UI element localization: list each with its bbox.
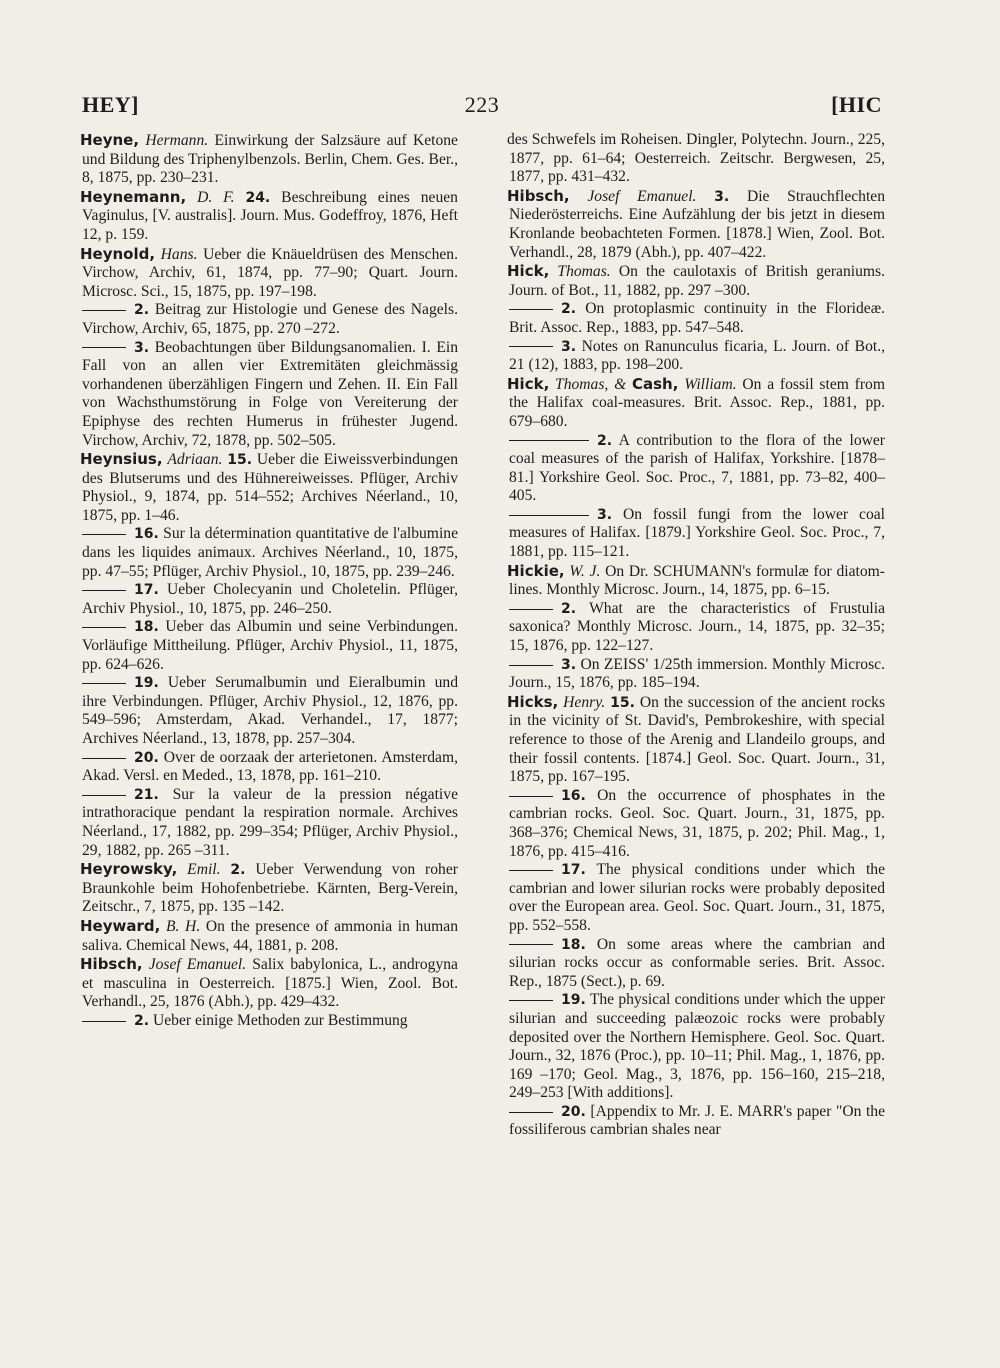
entry-text: On the succession of the ancient rocks in the vicinity of St. David's, Pembrokeshire, with special reference to those of the Arenig and Llandeilo groups, and their fossil contents. [1874.] Geol. Soc. Quart. Journ., 31, 1875, pp. 167–195. (509, 693, 886, 786)
entry-text: Ueber die Eiweissverbindungen des Blutserums und des Hühnereiweisses. Pflüger, Archiv Physiol., 9, 1874, pp. 514–552; Archives Néerland., 10, 1875, pp. 1–46. (82, 451, 458, 524)
author-forename: Thomas, & (555, 375, 627, 393)
bibliography-entry (507, 300, 885, 337)
entry-text: A contribution to the flora of the lower coal measures of the parish of Halifax, Yorkshire. [1878–81.] Yorkshire Geol. Soc. Proc., 7, 1881, pp. 73–82, 400–405. (509, 431, 885, 505)
entry-text: Beschreibung eines neuen Vaginulus, [V. australis]. Journ. Mus. Godeffroy, 1876, Heft 12, p. 159. (82, 188, 458, 243)
repeat-dash (509, 944, 553, 945)
repeat-dash (82, 627, 126, 628)
bibliography-entry (507, 506, 885, 562)
entry-text: Sur la valeur de la pression négative intrathoracique pendant la respiration normale. Archives Néerland., 17, 1882, pp. 299–354; Pflüger, Archiv Physiol., 29, 1882, pp. 265 –311. (82, 785, 458, 859)
entry-number: 19. (561, 992, 586, 1009)
author-surname: Heynsius, (80, 450, 163, 469)
entry-text: Salix babylonica, L., androgyna et masculina in Oesterreich. [1875.] Wien, Zool. Bot. Verhandl., 25, 1876 (Abh.), pp. 429–432. (82, 956, 458, 1011)
author-forename: Adriaan. (167, 451, 223, 469)
bibliography-entry (80, 917, 458, 955)
entry-text: Ueber Cholecyanin und Choletelin. Pflüger, Archiv Physiol., 10, 1875, pp. 246–250. (82, 581, 458, 617)
entry-text: Notes on Ranunculus ficaria, L. Journ. of Bot., 21 (12), 1883, pp. 198–200. (509, 337, 885, 374)
bibliography-entry (507, 131, 885, 187)
author-forename: Thomas. (557, 263, 611, 281)
entry-number: 2. (134, 1012, 150, 1029)
bibliography-entry (80, 131, 458, 188)
author-surname: Hicks, (507, 692, 559, 711)
author-surname: Hick, (507, 262, 550, 281)
entry-text: On some areas where the cambrian and silurian rocks occur as conformable series. Brit. Assoc. Rep., 1875 (Sect.), p. 69. (509, 935, 885, 990)
author-surname: Heyward, (80, 916, 161, 935)
author-forename: D. F. (197, 188, 235, 206)
entry-number: 2. (230, 862, 246, 879)
author-surname: Hibsch, (80, 955, 143, 974)
entry-text: Einwirkung der Salzsäure auf Ketone und Bildung des Triphenylbenzols. Berlin, Chem. Ges. Ber., 8, 1875, pp. 230–231. (82, 132, 458, 187)
bibliography-entry (507, 787, 885, 861)
repeat-dash (82, 534, 126, 535)
entry-number: 3. (561, 338, 577, 355)
author-forename: B. H. (165, 917, 201, 935)
repeat-dash (82, 1021, 126, 1022)
repeat-dash (509, 1112, 553, 1113)
bibliography-entry (507, 187, 885, 262)
entry-text: des Schwefels im Roheisen. Dingler, Polytechn. Journ., 225, 1877, pp. 61–64; Oesterreich. Zeitschr. Bergwesen, 25, 1877, pp. 431–432. (507, 131, 885, 186)
bibliography-entry (507, 262, 885, 300)
entry-text: Over de oorzaak der arterietonen. Amsterdam, Akad. Versl. en Meded., 13, 1878, pp. 161–210. (82, 748, 458, 785)
entry-number: 21. (134, 786, 159, 803)
bibliography-entry (507, 1103, 885, 1140)
bibliography-entry (80, 749, 458, 786)
repeat-dash (509, 515, 589, 516)
entry-number: 15. (227, 452, 253, 469)
bibliography-entry (507, 936, 885, 992)
author-forename: Josef Emanuel. (148, 956, 247, 974)
entry-text: On a fossil stem from the Halifax coal-measures. Brit. Assoc. Rep., 1881, pp. 679–680. (509, 375, 885, 430)
entry-number: 17. (134, 582, 159, 599)
entry-number: 16. (134, 526, 159, 543)
bibliography-entry (80, 525, 458, 581)
repeat-dash (82, 683, 126, 684)
entry-number: 20. (561, 1103, 586, 1120)
right-column (507, 131, 885, 1140)
entry-number: 24. (245, 189, 271, 206)
bibliography-entry (507, 861, 885, 935)
bibliography-entry (507, 432, 885, 506)
bibliography-entry (507, 375, 885, 432)
entry-number: 3. (597, 506, 613, 523)
entry-number: 3. (714, 188, 730, 205)
repeat-dash (509, 609, 553, 610)
entry-text: Die Strauchflechten Niederösterreichs. Eine Aufzählung der bis jetzt in diesem Kronlande beobachteten Formen. [1878.] Wien, Zool. Bot. Verhandl., 28, 1879 (Abh.), pp. 407–422. (509, 187, 886, 261)
entry-text: Sur la détermination quantitative de l'albumine dans les liquides animaux. Archives Néerland., 10, 1875, pp. 47–55; Pflüger, Archiv Physiol., 10, 1875, pp. 239–246. (82, 525, 458, 580)
bibliography-entry (80, 674, 458, 748)
header-right: [HIC (831, 92, 882, 117)
bibliography-entry (507, 656, 885, 693)
repeat-dash (509, 309, 553, 310)
bibliography-entry (80, 581, 458, 618)
author-surname: Hickie, (507, 561, 565, 580)
entry-text: Ueber Serumalbumin und Eieralbumin und ihre Verbindungen. Pflüger, Archiv Physiol., 12, 1876, pp. 549–596; Amsterdam, Akad. Verhandel., 17, 1877; Archives Néerland., 13, 1878, pp. 257–304. (82, 674, 458, 747)
entry-number: 18. (134, 619, 159, 636)
bibliography-entry (80, 245, 458, 302)
entry-text: Ueber das Albumin und seine Verbindungen. Vorläufige Mittheilung. Pflüger, Archiv Physiol., 11, 1875, pp. 624–626. (82, 618, 458, 673)
bibliography-entry (80, 955, 458, 1012)
entry-text: What are the characteristics of Frustulia saxonica? Monthly Microsc. Journ., 14, 1875, pp. 32–35; 15, 1876, pp. 122–127. (509, 599, 885, 655)
page-number: 223 (464, 92, 500, 117)
header-left: HEY] (82, 92, 139, 117)
bibliography-entry (507, 693, 885, 787)
entry-text: On ZEISS' 1/25th immersion. Monthly Microsc. Journ., 15, 1876, pp. 185–194. (509, 655, 885, 692)
bibliography-entry (80, 786, 458, 860)
bibliography-entry (80, 301, 458, 338)
author-surname: Hibsch, (507, 186, 570, 205)
entry-text: On the caulotaxis of British geraniums. Journ. of Bot., 11, 1882, pp. 297 –300. (509, 263, 886, 299)
entry-text: On fossil fungi from the lower coal measures of Halifax. [1879.] Yorkshire Geol. Soc. Proc., 7, 1881, pp. 115–121. (509, 505, 885, 561)
author-surname: Heyne, (80, 131, 140, 149)
entry-number: 17. (561, 862, 586, 879)
entry-number: 19. (134, 675, 159, 692)
repeat-dash (82, 758, 126, 759)
entry-text: On the presence of ammonia in human saliva. Chemical News, 44, 1881, p. 208. (82, 917, 458, 954)
entry-number: 20. (134, 749, 159, 766)
repeat-dash (509, 440, 589, 441)
author-forename: Henry. (563, 693, 606, 711)
bibliography-entry (80, 860, 458, 917)
repeat-dash (82, 310, 126, 311)
entry-text: [Appendix to Mr. J. E. MARR's paper "On the fossiliferous cambrian shales near (509, 1102, 886, 1139)
bibliography-entry (80, 450, 458, 525)
author-forename: Josef Emanuel. (587, 187, 697, 205)
repeat-dash (509, 665, 553, 666)
entry-text: Ueber Verwendung von roher Braunkohle beim Hohofenbetriebe. Kärnten, Berg-Verein, Zeitschr., 7, 1875, pp. 135 –142. (82, 861, 458, 916)
repeat-dash (509, 1000, 553, 1001)
repeat-dash (82, 347, 126, 348)
entry-number: 15. (610, 694, 635, 711)
author-surname: Heyrowsky, (80, 860, 178, 879)
author-surname: Hick, (507, 374, 550, 393)
author-surname: Cash, (631, 374, 679, 393)
author-forename: W. J. (569, 562, 601, 580)
bibliography-entry (80, 1012, 458, 1031)
entry-number: 2. (597, 432, 613, 449)
entry-text: Ueber einige Methoden zur Bestimmung (152, 1011, 408, 1029)
entry-text: On Dr. SCHUMANN's formulæ for diatom-lines. Monthly Microsc. Journ., 14, 1875, pp. 6–15. (509, 562, 885, 599)
entry-number: 2. (561, 301, 577, 318)
entry-text: Beobachtungen über Bildungsanomalien. I. Ein Fall von an allen vier Extremitäten gleichmässig vorhandenen überzähligen Fingern und Zehen. II. Ein Fall von Wachsthumstörung in Folge von Vereiterung der Epiphyse des rechten Humerus in frühester Jugend. Virchow, Archiv, 72, 1878, pp. 502–505. (82, 338, 458, 449)
bibliography-entry (507, 600, 885, 656)
author-surname: Heynemann, (80, 187, 187, 206)
entry-number: 16. (561, 787, 586, 804)
author-forename: William. (684, 375, 737, 393)
entry-number: 2. (134, 302, 150, 319)
left-column (80, 131, 458, 1031)
repeat-dash (509, 346, 553, 347)
repeat-dash (82, 590, 126, 591)
repeat-dash (509, 870, 553, 871)
entry-text: Beitrag zur Histologie und Genese des Nagels. Virchow, Archiv, 65, 1875, pp. 270 –272. (82, 301, 458, 337)
bibliography-entry (507, 338, 885, 375)
bibliography-entry (80, 339, 458, 451)
entry-number: 3. (561, 656, 577, 673)
entry-text: The physical conditions under which the cambrian and lower silurian rocks were probably deposited over the European area. Geol. Soc. Quart. Journ., 31, 1875, pp. 552–558. (509, 861, 885, 934)
repeat-dash (509, 796, 553, 797)
entry-text: On protoplasmic continuity in the Florideæ. Brit. Assoc. Rep., 1883, pp. 547–548. (509, 300, 885, 336)
entry-text: Ueber die Knäueldrüsen des Menschen. Virchow, Archiv, 61, 1874, pp. 77–90; Quart. Journ. Microsc. Sci., 15, 1875, pp. 197–198. (82, 245, 458, 300)
author-forename: Hans. (160, 245, 198, 263)
page-header (82, 92, 882, 122)
entry-number: 3. (134, 339, 150, 356)
entry-text: The physical conditions under which the upper silurian and succeeding palæozoic rocks were probably deposited over the Northern Hemisphere. Geol. Soc. Quart. Journ., 32, 1876 (Proc.), pp. 10–11; Phil. Mag., 1, 1876, pp. 169 –170; Geol. Mag., 3, 1876, pp. 156–160, 215–218, 249–253 [With additions]. (509, 991, 885, 1102)
author-forename: Hermann. (145, 132, 209, 149)
bibliography-entry (507, 991, 885, 1103)
entry-number: 2. (561, 600, 577, 617)
bibliography-entry (80, 188, 458, 245)
bibliography-entry (80, 618, 458, 674)
author-forename: Emil. (187, 861, 221, 879)
author-surname: Heynold, (80, 244, 156, 263)
entry-number: 18. (561, 936, 586, 953)
bibliography-entry (507, 562, 885, 600)
entry-text: On the occurrence of phosphates in the cambrian rocks. Geol. Soc. Quart. Journ., 31, 1875, pp. 368–376; Chemical News, 31, 1875, p. 202; Phil. Mag., 1, 1876, pp. 415–416. (509, 786, 885, 860)
repeat-dash (82, 795, 126, 796)
